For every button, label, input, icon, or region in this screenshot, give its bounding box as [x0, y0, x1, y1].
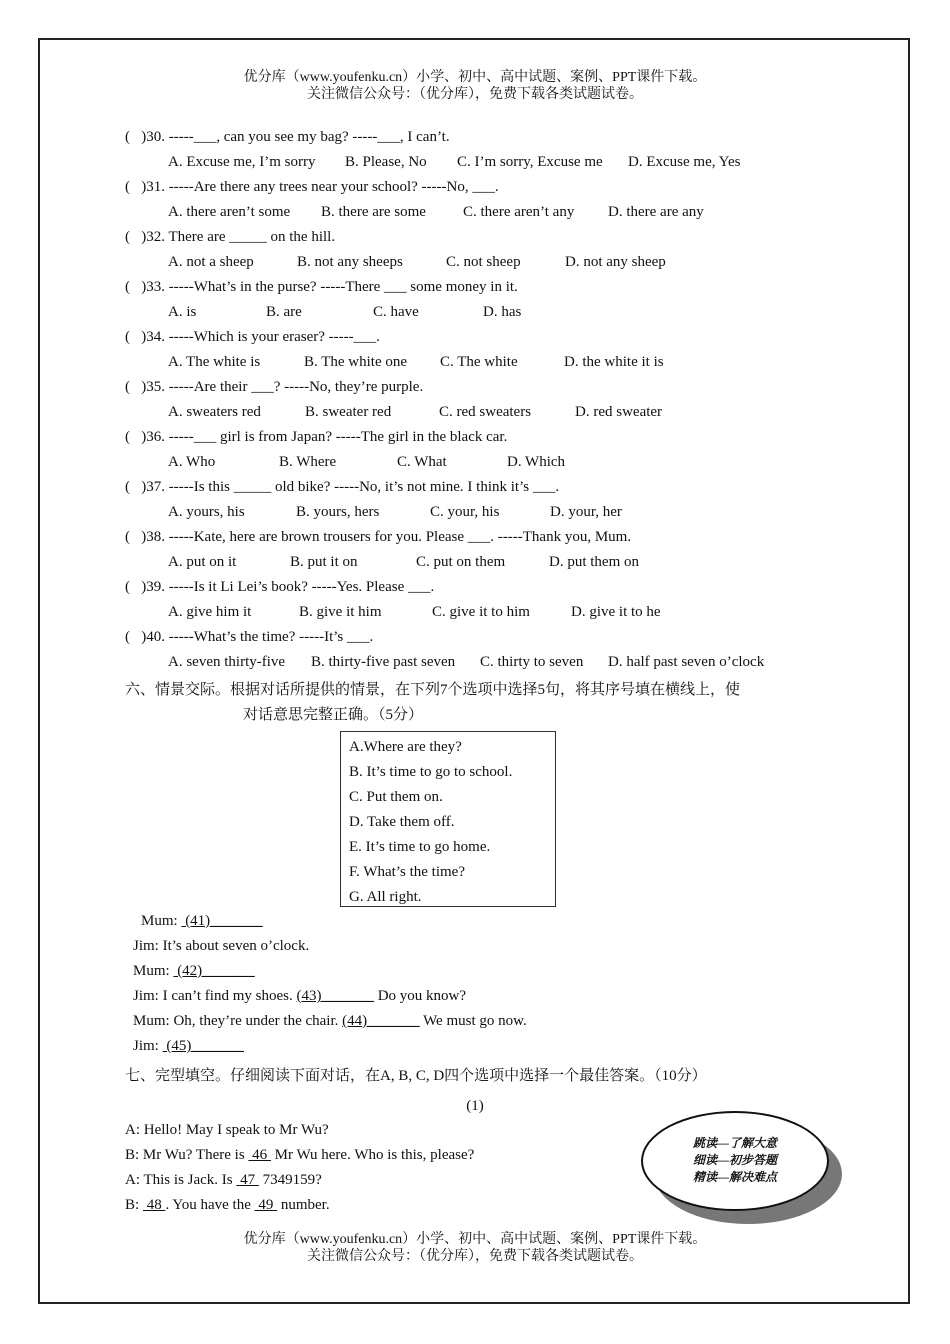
blank-49[interactable]: 49 — [254, 1197, 278, 1213]
tip-line-3: 精读—解决难点 — [692, 1170, 777, 1184]
option-d[interactable]: D. has — [483, 304, 522, 320]
option-c[interactable]: C. there aren’t any — [463, 204, 575, 220]
option-c[interactable]: C. thirty to seven — [480, 654, 584, 670]
choice-e: E. It’s time to go home. — [349, 839, 491, 855]
tip-line-1: 跳读—了解大意 — [692, 1136, 777, 1150]
blank-41[interactable]: (41)_______ — [181, 913, 263, 929]
section-6-title-cont: 对话意思完整正确。（5分） — [243, 707, 424, 723]
blank-42[interactable]: (42)_______ — [173, 963, 255, 979]
utterance: I can’t find my shoes. — [162, 988, 297, 1004]
blank-47[interactable]: 47 — [236, 1172, 259, 1188]
cloze-line-2: B: Mr Wu? There is 46 Mr Wu here. Who is this, please? — [125, 1147, 475, 1163]
option-b[interactable]: B. give it him — [299, 604, 382, 620]
question-36-stem: ( )36. -----___ girl is from Japan? -----The girl in the black car. — [125, 429, 508, 445]
tip-line-2: 细读—初步答题 — [692, 1153, 777, 1167]
option-b[interactable]: B. thirty-five past seven — [311, 654, 456, 670]
question-30-stem: ( )30. -----___, can you see my bag? -----___, I can’t. — [125, 129, 450, 145]
speaker: Mum: — [141, 913, 182, 929]
utterance-end: We must go now. — [419, 1013, 527, 1029]
option-a[interactable]: A. The white is — [168, 354, 261, 370]
dialogue-line-jim-1 — [133, 936, 309, 956]
blank-43[interactable]: (43)_______ — [296, 988, 374, 1004]
dialogue-line-43 — [133, 986, 466, 1006]
section-7-title: 七、完型填空。仔细阅读下面对话，在A, B, C, D四个选项中选择一个最佳答案。（10分） — [125, 1068, 707, 1084]
option-c[interactable]: C. The white — [440, 354, 518, 370]
choice-a: A.Where are they? — [349, 739, 462, 755]
option-c[interactable]: C. have — [373, 304, 419, 320]
dialogue-line-42 — [133, 961, 255, 981]
option-d[interactable]: D. your, her — [550, 504, 622, 520]
option-a[interactable]: A. put on it — [168, 554, 237, 570]
choice-c: C. Put them on. — [349, 789, 443, 805]
header-line-1: 优分库（www.youfenku.cn）小学、初中、高中试题、案例、PPT课件下载。 — [243, 70, 707, 85]
blank-45[interactable]: (45)_______ — [162, 1038, 244, 1054]
option-c[interactable]: C. put on them — [416, 554, 506, 570]
option-a[interactable]: A. Who — [168, 454, 216, 470]
cloze-line-3: A: This is Jack. Is 47 7349159? — [125, 1172, 322, 1188]
speaker: Mum: — [133, 963, 174, 979]
option-a[interactable]: A. sweaters red — [168, 404, 261, 420]
option-d[interactable]: D. not any sheep — [565, 254, 666, 270]
option-a[interactable]: A. is — [168, 304, 197, 320]
option-d[interactable]: D. the white it is — [564, 354, 664, 370]
option-b[interactable]: B. The white one — [304, 354, 408, 370]
dialogue-line-44 — [133, 1011, 527, 1031]
question-31-stem: ( )31. -----Are there any trees near your school? -----No, ___. — [125, 179, 499, 195]
cloze-line-1: A: Hello! May I speak to Mr Wu? — [125, 1122, 329, 1138]
speaker: Jim: — [133, 938, 163, 954]
question-38-stem: ( )38. -----Kate, here are brown trousers for you. Please ___. -----Thank you, Mum. — [125, 529, 632, 545]
choice-box — [340, 731, 556, 907]
reading-tip-cloud — [641, 1111, 829, 1211]
utterance: Oh, they’re under the chair. — [173, 1013, 343, 1029]
question-37-stem: ( )37. -----Is this _____ old bike? -----No, it’s not mine. I think it’s ___. — [125, 479, 560, 495]
speaker: Mum: — [133, 1013, 174, 1029]
section-6-title: 六、情景交际。根据对话所提供的情景，在下列7个选项中选择5句，将其序号填在横线上，使 — [125, 682, 741, 698]
option-b[interactable]: B. not any sheeps — [297, 254, 403, 270]
utterance: It’s about seven o’clock. — [162, 938, 310, 954]
option-a[interactable]: A. give him it — [168, 604, 252, 620]
option-d[interactable]: D. half past seven o’clock — [608, 654, 765, 670]
option-a[interactable]: A. yours, his — [168, 504, 245, 520]
question-34-stem: ( )34. -----Which is your eraser? -----___. — [125, 329, 380, 345]
option-a[interactable]: A. not a sheep — [168, 254, 254, 270]
choice-f: F. What’s the time? — [349, 864, 466, 880]
option-c[interactable]: C. not sheep — [446, 254, 521, 270]
question-39-stem: ( )39. -----Is it Li Lei’s book? -----Yes. Please ___. — [125, 579, 435, 595]
footer-line-1: 优分库（www.youfenku.cn）小学、初中、高中试题、案例、PPT课件下载。 — [243, 1232, 707, 1247]
option-d[interactable]: D. red sweater — [575, 404, 663, 420]
option-b[interactable]: B. sweater red — [305, 404, 392, 420]
speaker: Jim: — [133, 988, 163, 1004]
blank-48[interactable]: 48 — [142, 1197, 166, 1213]
choice-b: B. It’s time to go to school. — [349, 764, 513, 780]
header-line-2: 关注微信公众号：（优分库），免费下载各类试题试卷。 — [307, 87, 643, 102]
option-a[interactable]: A. seven thirty-five — [168, 654, 286, 670]
option-d[interactable]: D. Excuse me, Yes — [628, 154, 741, 170]
passage-number: (1) — [466, 1098, 484, 1114]
cloze-line-4: B: 48 . You have the 49 number. — [125, 1197, 330, 1213]
option-d[interactable]: D. put them on — [549, 554, 639, 570]
option-b[interactable]: B. there are some — [321, 204, 426, 220]
option-c[interactable]: C. What — [397, 454, 447, 470]
option-a[interactable]: A. there aren’t some — [168, 204, 291, 220]
speaker: Jim: — [133, 1038, 163, 1054]
dialogue-line-45 — [133, 1036, 244, 1056]
blank-44[interactable]: (44)_______ — [342, 1013, 420, 1029]
option-c[interactable]: C. your, his — [430, 504, 500, 520]
option-b[interactable]: B. yours, hers — [296, 504, 380, 520]
blank-46[interactable]: 46 — [248, 1147, 271, 1163]
option-b[interactable]: B. put it on — [290, 554, 358, 570]
option-c[interactable]: C. red sweaters — [439, 404, 532, 420]
option-d[interactable]: D. give it to he — [571, 604, 661, 620]
question-35-stem: ( )35. -----Are their ___? -----No, they’re purple. — [125, 379, 424, 395]
choice-d: D. Take them off. — [349, 814, 455, 830]
dialogue-line-41 — [141, 911, 263, 931]
option-d[interactable]: D. there are any — [608, 204, 704, 220]
option-b[interactable]: B. are — [266, 304, 302, 320]
option-d[interactable]: D. Which — [507, 454, 566, 470]
option-c[interactable]: C. I’m sorry, Excuse me — [457, 154, 603, 170]
question-40-stem: ( )40. -----What’s the time? -----It’s ___. — [125, 629, 374, 645]
option-b[interactable]: B. Please, No — [345, 154, 427, 170]
question-32-stem: ( )32. There are _____ on the hill. — [125, 229, 336, 245]
choice-g: G. All right. — [349, 889, 422, 905]
utterance-end: Do you know? — [373, 988, 467, 1004]
option-c[interactable]: C. give it to him — [432, 604, 530, 620]
option-b[interactable]: B. Where — [279, 454, 337, 470]
question-33-stem: ( )33. -----What’s in the purse? -----There ___ some money in it. — [125, 279, 518, 295]
footer-line-2: 关注微信公众号：（优分库），免费下载各类试题试卷。 — [307, 1249, 643, 1264]
option-a[interactable]: A. Excuse me, I’m sorry — [168, 154, 316, 170]
